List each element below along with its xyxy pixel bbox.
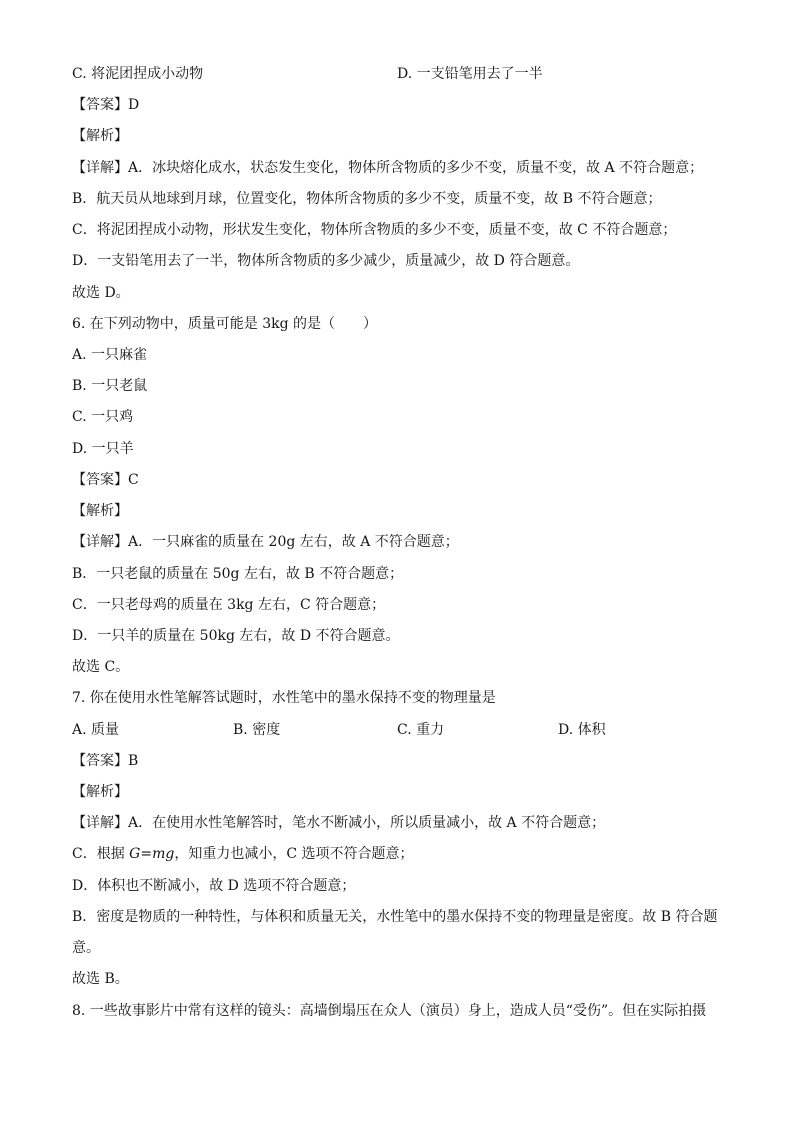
page-content <box>72 59 724 1027</box>
q6-detail-b: B．一只老鼠的质量在 50g 左右，故 B 不符合题意； <box>72 565 404 582</box>
q6-option-d: D. 一只羊 <box>72 440 134 457</box>
q7-formula: G=mg <box>129 846 175 863</box>
q7-detail-d: D．体积也不断减小，故 D 选项不符合题意； <box>72 877 356 894</box>
q6-detail-c: C．一只老母鸡的质量在 3kg 左右，C 符合题意； <box>72 596 386 613</box>
q7-detail-c-prefix: C．根据 <box>72 846 130 863</box>
q7-option-d: D. 体积 <box>558 721 606 738</box>
q7-option-c: C. 重力 <box>397 721 445 738</box>
q5-options-row <box>72 59 724 90</box>
q5-answer: 【答案】D <box>72 97 140 114</box>
q7-options-row <box>72 715 724 746</box>
q5-conclusion: 故选 D。 <box>72 284 130 301</box>
q6-option-c: C. 一只鸡 <box>72 409 134 426</box>
q7-analysis-heading: 【解析】 <box>72 784 128 801</box>
q5-option-d: D. 一支铅笔用去了一半 <box>397 66 543 82</box>
q5-detail-c: C．将泥团捏成小动物，形状发生变化，物体所含物质的多少不变，质量不变，故 C 不符合题意； <box>72 222 677 239</box>
q6-option-a: A. 一只麻雀 <box>72 346 148 363</box>
q6-stem: 6. 在下列动物中，质量可能是 3kg 的是（ ） <box>72 315 378 332</box>
q5-detail-d: D．一支铅笔用去了一半，物体所含物质的多少减少，质量减少，故 D 符合题意。 <box>72 253 580 270</box>
q5-detail-a: 【详解】A．冰块熔化成水，状态发生变化，物体所含物质的多少不变，质量不变，故 A 不符合题意； <box>72 159 704 176</box>
q7-detail-a: 【详解】A．在使用水性笔解答时，笔水不断减小，所以质量减小，故 A 不符合题意； <box>72 815 606 832</box>
q5-analysis-heading: 【解析】 <box>72 128 128 145</box>
q7-conclusion: 故选 B。 <box>72 971 129 988</box>
q7-detail-c <box>72 839 724 870</box>
q7-detail-b-line1: B．密度是物质的一种特性，与体积和质量无关，水性笔中的墨水保持不变的物理量是密度。故 B 符合题 <box>72 908 718 925</box>
q6-analysis-heading: 【解析】 <box>72 503 128 520</box>
q7-option-a: A. 质量 <box>72 721 120 738</box>
q6-answer: 【答案】C <box>72 471 139 488</box>
q5-detail-b: B．航天员从地球到月球，位置变化，物体所含物质的多少不变，质量不变，故 B 不符合题意； <box>72 190 662 207</box>
q7-detail-b-line2: 意。 <box>72 940 100 957</box>
q6-option-b: B. 一只老鼠 <box>72 378 148 395</box>
q5-option-c: C. 将泥团捏成小动物 <box>72 66 204 82</box>
q7-stem: 7. 你在使用水性笔解答试题时，水性笔中的墨水保持不变的物理量是 <box>72 690 496 707</box>
q6-detail-d: D．一只羊的质量在 50kg 左右，故 D 不符合题意。 <box>72 627 400 644</box>
q6-conclusion: 故选 C。 <box>72 659 130 676</box>
q7-option-b: B. 密度 <box>233 721 281 738</box>
q6-detail-a: 【详解】A．一只麻雀的质量在 20g 左右，故 A 不符合题意； <box>72 534 459 551</box>
q8-stem: 8. 一些故事影片中常有这样的镜头：高墙倒塌压在众人（演员）身上，造成人员“受伤”。但在实际拍摄 <box>72 1002 707 1019</box>
q7-detail-c-suffix: ，知重力也减小，C 选项不符合题意； <box>174 846 414 863</box>
q7-answer: 【答案】B <box>72 752 139 769</box>
